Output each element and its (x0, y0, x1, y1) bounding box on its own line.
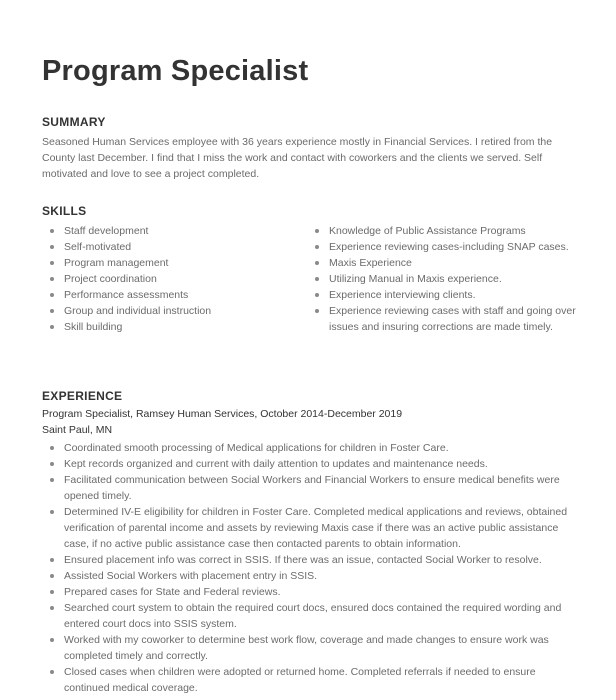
experience-item: Ensured placement info was correct in SSIS. If there was an issue, contacted Social Worker to resolve. (42, 552, 577, 568)
summary-text: Seasoned Human Services employee with 36 years experience mostly in Financial Services. I retired from the County last December. I find that I miss the work and contact with coworkers and the clients we served. Self motivated and love to see a project completed. (42, 136, 553, 180)
skill-item: Project coordination (42, 271, 282, 287)
job-location: Saint Paul, MN (42, 424, 113, 436)
experience-item: Closed cases when children were adopted or returned home. Completed referrals if needed to ensure continued medical coverage. (42, 664, 577, 696)
skill-item: Group and individual instruction (42, 303, 282, 319)
skill-item: Staff development (42, 223, 282, 239)
skill-item: Experience reviewing cases-including SNAP cases. (307, 239, 577, 255)
skill-item: Skill building (42, 319, 282, 335)
skill-item: Performance assessments (42, 287, 282, 303)
skill-item: Program management (42, 255, 282, 271)
skills-list-left (42, 223, 282, 335)
experience-item: Worked with my coworker to determine best work flow, coverage and made changes to ensure work was completed timely and correctly. (42, 632, 577, 664)
skill-item: Experience interviewing clients. (307, 287, 577, 303)
experience-item: Determined IV-E eligibility for children in Foster Care. Completed medical applications and reviews, obtained verification of parental income and assets by reviewing Maxis case if there was an active public assistance case, if no active public assistance case then contacted parents to obtain information. (42, 504, 577, 552)
experience-item: Searched court system to obtain the required court docs, ensured docs contained the required wording and entered court docs into SSIS system. (42, 600, 577, 632)
skill-item: Utilizing Manual in Maxis experience. (307, 271, 577, 287)
skill-item: Maxis Experience (307, 255, 577, 271)
skills-list-right (307, 223, 577, 335)
skill-item: Knowledge of Public Assistance Programs (307, 223, 577, 239)
job-title: Program Specialist, Ramsey Human Services, October 2014-December 2019 (42, 408, 403, 420)
experience-list (42, 440, 577, 696)
experience-item: Facilitated communication between Social Workers and Financial Workers to ensure medical benefits were opened timely. (42, 472, 577, 504)
experience-item: Kept records organized and current with daily attention to updates and maintenance needs. (42, 456, 577, 472)
skills-heading: SKILLS (42, 204, 87, 218)
summary-heading: SUMMARY (42, 115, 106, 129)
experience-item: Coordinated smooth processing of Medical applications for children in Foster Care. (42, 440, 577, 456)
experience-item: Assisted Social Workers with placement entry in SSIS. (42, 568, 577, 584)
experience-item: Prepared cases for State and Federal reviews. (42, 584, 577, 600)
skill-item: Experience reviewing cases with staff and going over issues and insuring corrections are made timely. (307, 303, 577, 335)
experience-heading: EXPERIENCE (42, 389, 123, 403)
resume-title: Program Specialist (42, 55, 309, 87)
skill-item: Self-motivated (42, 239, 282, 255)
